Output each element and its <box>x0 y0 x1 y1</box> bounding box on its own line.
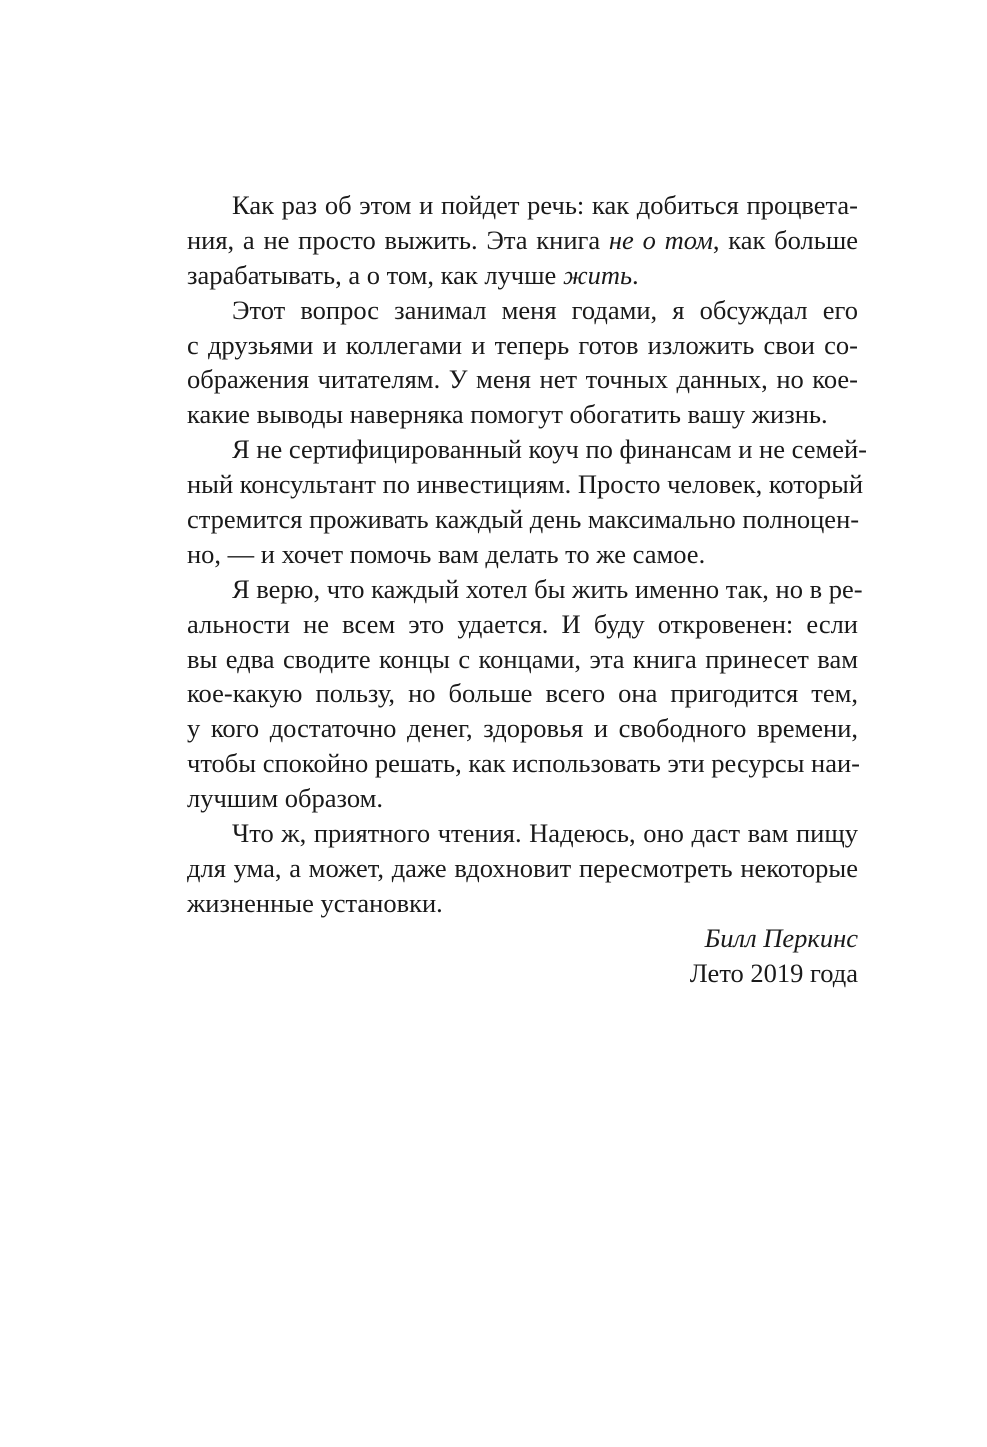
text-segment: альности не всем это удается. И буду откровенен: если <box>187 608 858 639</box>
text-segment: вы едва сводите концы с концами, эта книга принесет вам <box>187 643 858 674</box>
text-segment: Я не сертифицированный коуч по финансам и не семей- <box>232 434 868 465</box>
text-segment: лучшим образом. <box>187 783 383 814</box>
text-segment: ния, а не просто выжить. Эта книга <box>187 224 609 255</box>
text-segment: у кого достаточно денег, здоровья и свободного времени, <box>187 713 858 744</box>
paragraph-2-line-1 <box>187 293 858 328</box>
paragraph-2-line-4 <box>187 397 858 432</box>
paragraph-4-line-6 <box>187 746 858 781</box>
signature-date: Лето 2019 года <box>689 957 858 988</box>
emphasis-text: не о том <box>608 224 713 255</box>
emphasis-text: жить <box>562 259 633 290</box>
text-segment: , как больше <box>712 224 858 255</box>
paragraph-3-line-1 <box>187 432 868 467</box>
text-segment: Я верю, что каждый хотел бы жить именно так, но в ре- <box>232 573 863 604</box>
text-segment: но, — и хочет помочь вам делать то же самое. <box>187 538 706 569</box>
text-segment: для ума, а может, даже вдохновит пересмотреть некоторые <box>187 852 858 883</box>
paragraph-5-line-3 <box>187 886 858 921</box>
text-segment: зарабатывать, а о том, как лучше <box>187 259 563 290</box>
paragraph-2-line-3 <box>187 362 858 397</box>
paragraph-3-line-4 <box>187 537 858 572</box>
paragraph-4-line-4 <box>187 676 858 711</box>
signature-author-name: Билл Перкинс <box>704 922 858 953</box>
paragraph-5-line-1 <box>187 816 858 851</box>
paragraph-3-line-2 <box>187 467 864 502</box>
text-segment: жизненные установки. <box>187 887 443 918</box>
text-segment: Этот вопрос занимал меня годами, я обсуждал его <box>232 294 858 325</box>
signature-author <box>187 921 858 956</box>
paragraph-4-line-5 <box>187 711 858 746</box>
paragraph-2-line-2 <box>187 328 858 363</box>
text-segment: ображения читателям. У меня нет точных данных, но кое- <box>187 364 858 395</box>
paragraph-5-line-2 <box>187 851 858 886</box>
text-segment: Как раз об этом и пойдет речь: как добиться процвета- <box>232 190 858 220</box>
paragraph-1-line-2 <box>187 223 858 258</box>
text-segment: с друзьями и коллегами и теперь готов изложить свои со- <box>187 329 858 360</box>
text-segment: Что ж, приятного чтения. Надеюсь, оно даст вам пищу <box>232 818 858 849</box>
text-segment: чтобы спокойно решать, как использовать эти ресурсы наи- <box>187 748 860 779</box>
foreword-text <box>187 188 868 990</box>
paragraph-4-line-1 <box>187 572 863 607</box>
paragraph-1-line-1 <box>187 188 858 223</box>
paragraph-4-line-7 <box>187 781 858 816</box>
text-segment: какие выводы наверняка помогут обогатить вашу жизнь. <box>187 399 828 430</box>
paragraph-1-line-3 <box>187 258 858 293</box>
text-segment: . <box>632 259 639 290</box>
text-segment: ный консультант по инвестициям. Просто человек, который <box>187 469 864 500</box>
paragraph-4-line-2 <box>187 607 858 642</box>
paragraph-4-line-3 <box>187 642 858 677</box>
text-segment: стремится проживать каждый день максимально полноцен- <box>187 504 860 535</box>
paragraph-3-line-3 <box>187 502 858 537</box>
text-segment: кое-какую пользу, но больше всего она пригодится тем, <box>187 678 858 709</box>
